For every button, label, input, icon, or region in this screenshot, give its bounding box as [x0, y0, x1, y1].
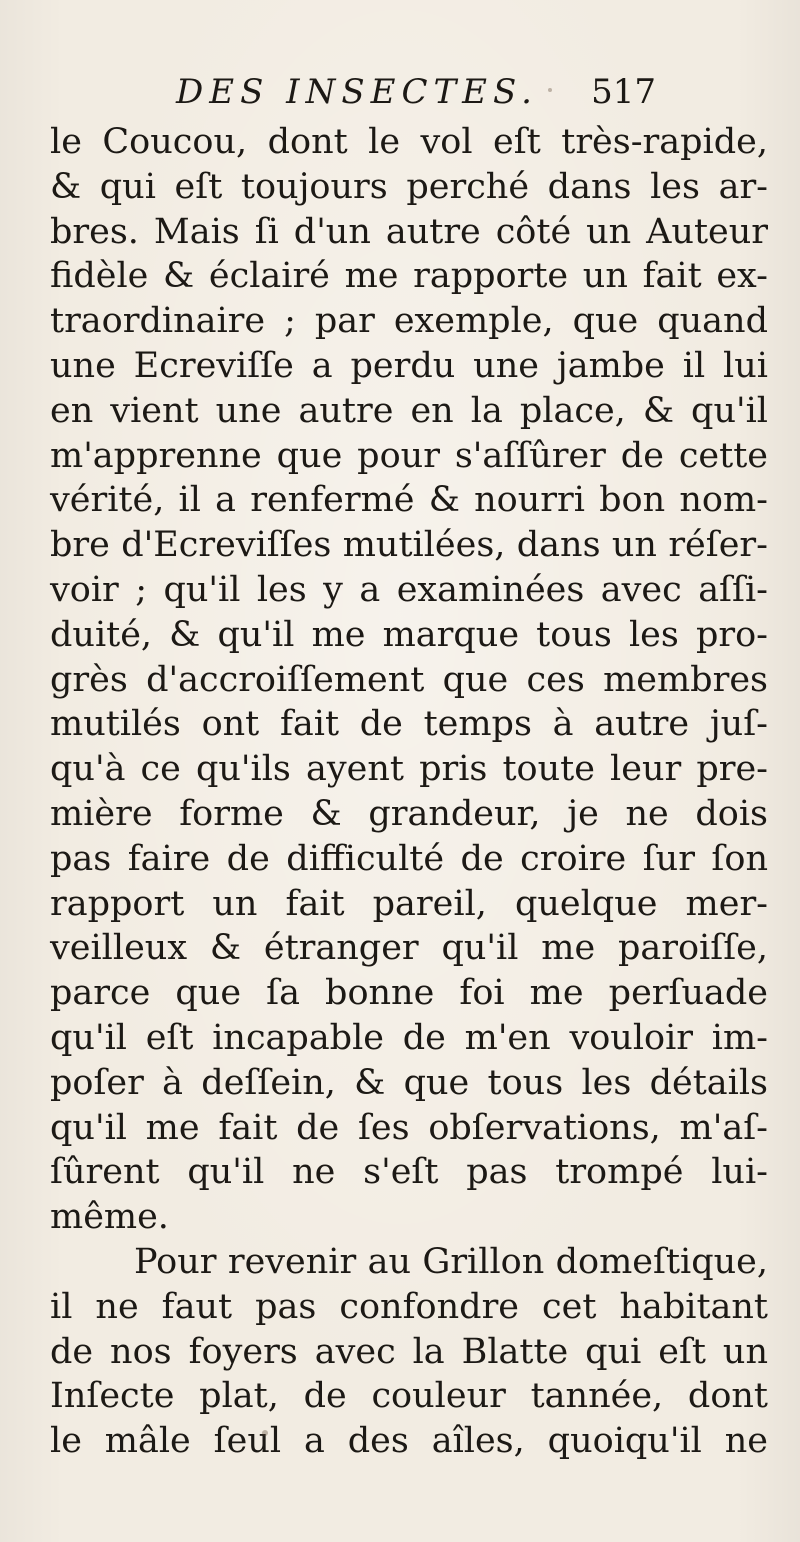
- text-line: qu'à ce qu'ils ayent pris toute leur pre-: [50, 749, 768, 790]
- running-title: DES INSECTES.: [176, 72, 538, 112]
- paper-blemish: [262, 1430, 268, 1436]
- text-line: mutilés ont fait de temps à autre juſ-: [50, 704, 768, 745]
- text-line: vérité, il a renfermé & nourri bon nom-: [50, 480, 768, 521]
- text-line: Inſecte plat, de couleur tannée, dont: [50, 1376, 768, 1417]
- text-line: & qui eſt toujours perché dans les ar-: [50, 166, 768, 207]
- text-line: bres. Mais ſi d'un autre côté un Auteur: [50, 211, 768, 252]
- text-line: bre d'Ecreviſſes mutilées, dans un réſer-: [50, 525, 768, 566]
- text-line: parce que ſa bonne foi me perſuade: [50, 973, 768, 1014]
- text-line: grès d'accroiſſement que ces membres: [50, 659, 768, 700]
- body-text: [50, 120, 768, 1464]
- text-line: en vient une autre en la place, & qu'il: [50, 390, 768, 431]
- text-line: traordinaire ; par exemple, que quand: [50, 301, 768, 342]
- text-line: le Coucou, dont le vol eſt très-rapide,: [50, 122, 768, 162]
- text-line: qu'il me fait de ſes obſervations, m'aſ-: [50, 1107, 768, 1148]
- text-line: de nos foyers avec la Blatte qui eſt un: [50, 1331, 768, 1372]
- text-line: ſûrent qu'il ne s'eſt pas trompé lui-: [50, 1152, 768, 1193]
- text-line: voir ; qu'il les y a examinées avec aſſi-: [50, 569, 768, 610]
- page-header: [176, 72, 656, 122]
- text-line: fidèle & éclairé me rapporte un fait ex-: [50, 256, 768, 297]
- text-line: qu'il eſt incapable de m'en vouloir im-: [50, 1017, 768, 1058]
- text-line: veilleux & étranger qu'il me paroiſſe,: [50, 928, 768, 969]
- page-number: 517: [591, 72, 656, 112]
- text-line: pas faire de difficulté de croire ſur ſon: [50, 838, 768, 879]
- text-line: poſer à deſſein, & que tous les détails: [50, 1062, 768, 1103]
- text-line: le mâle ſeul a des aîles, quoiqu'il ne: [50, 1421, 768, 1462]
- text-line: m'apprenne que pour s'aſſûrer de cette: [50, 435, 768, 476]
- text-line: une Ecreviſſe a perdu une jambe il lui: [50, 345, 768, 386]
- text-line: mière forme & grandeur, je ne dois: [50, 793, 768, 834]
- text-line: rapport un fait pareil, quelque mer-: [50, 883, 768, 924]
- text-line: il ne faut pas confondre cet habitant: [50, 1286, 768, 1327]
- text-line-paragraph-end: même.: [50, 1197, 169, 1238]
- text-line-paragraph-start: Pour revenir au Grillon domeſtique,: [134, 1241, 768, 1282]
- paper-blemish: [548, 88, 552, 92]
- text-line: duité, & qu'il me marque tous les pro-: [50, 614, 768, 655]
